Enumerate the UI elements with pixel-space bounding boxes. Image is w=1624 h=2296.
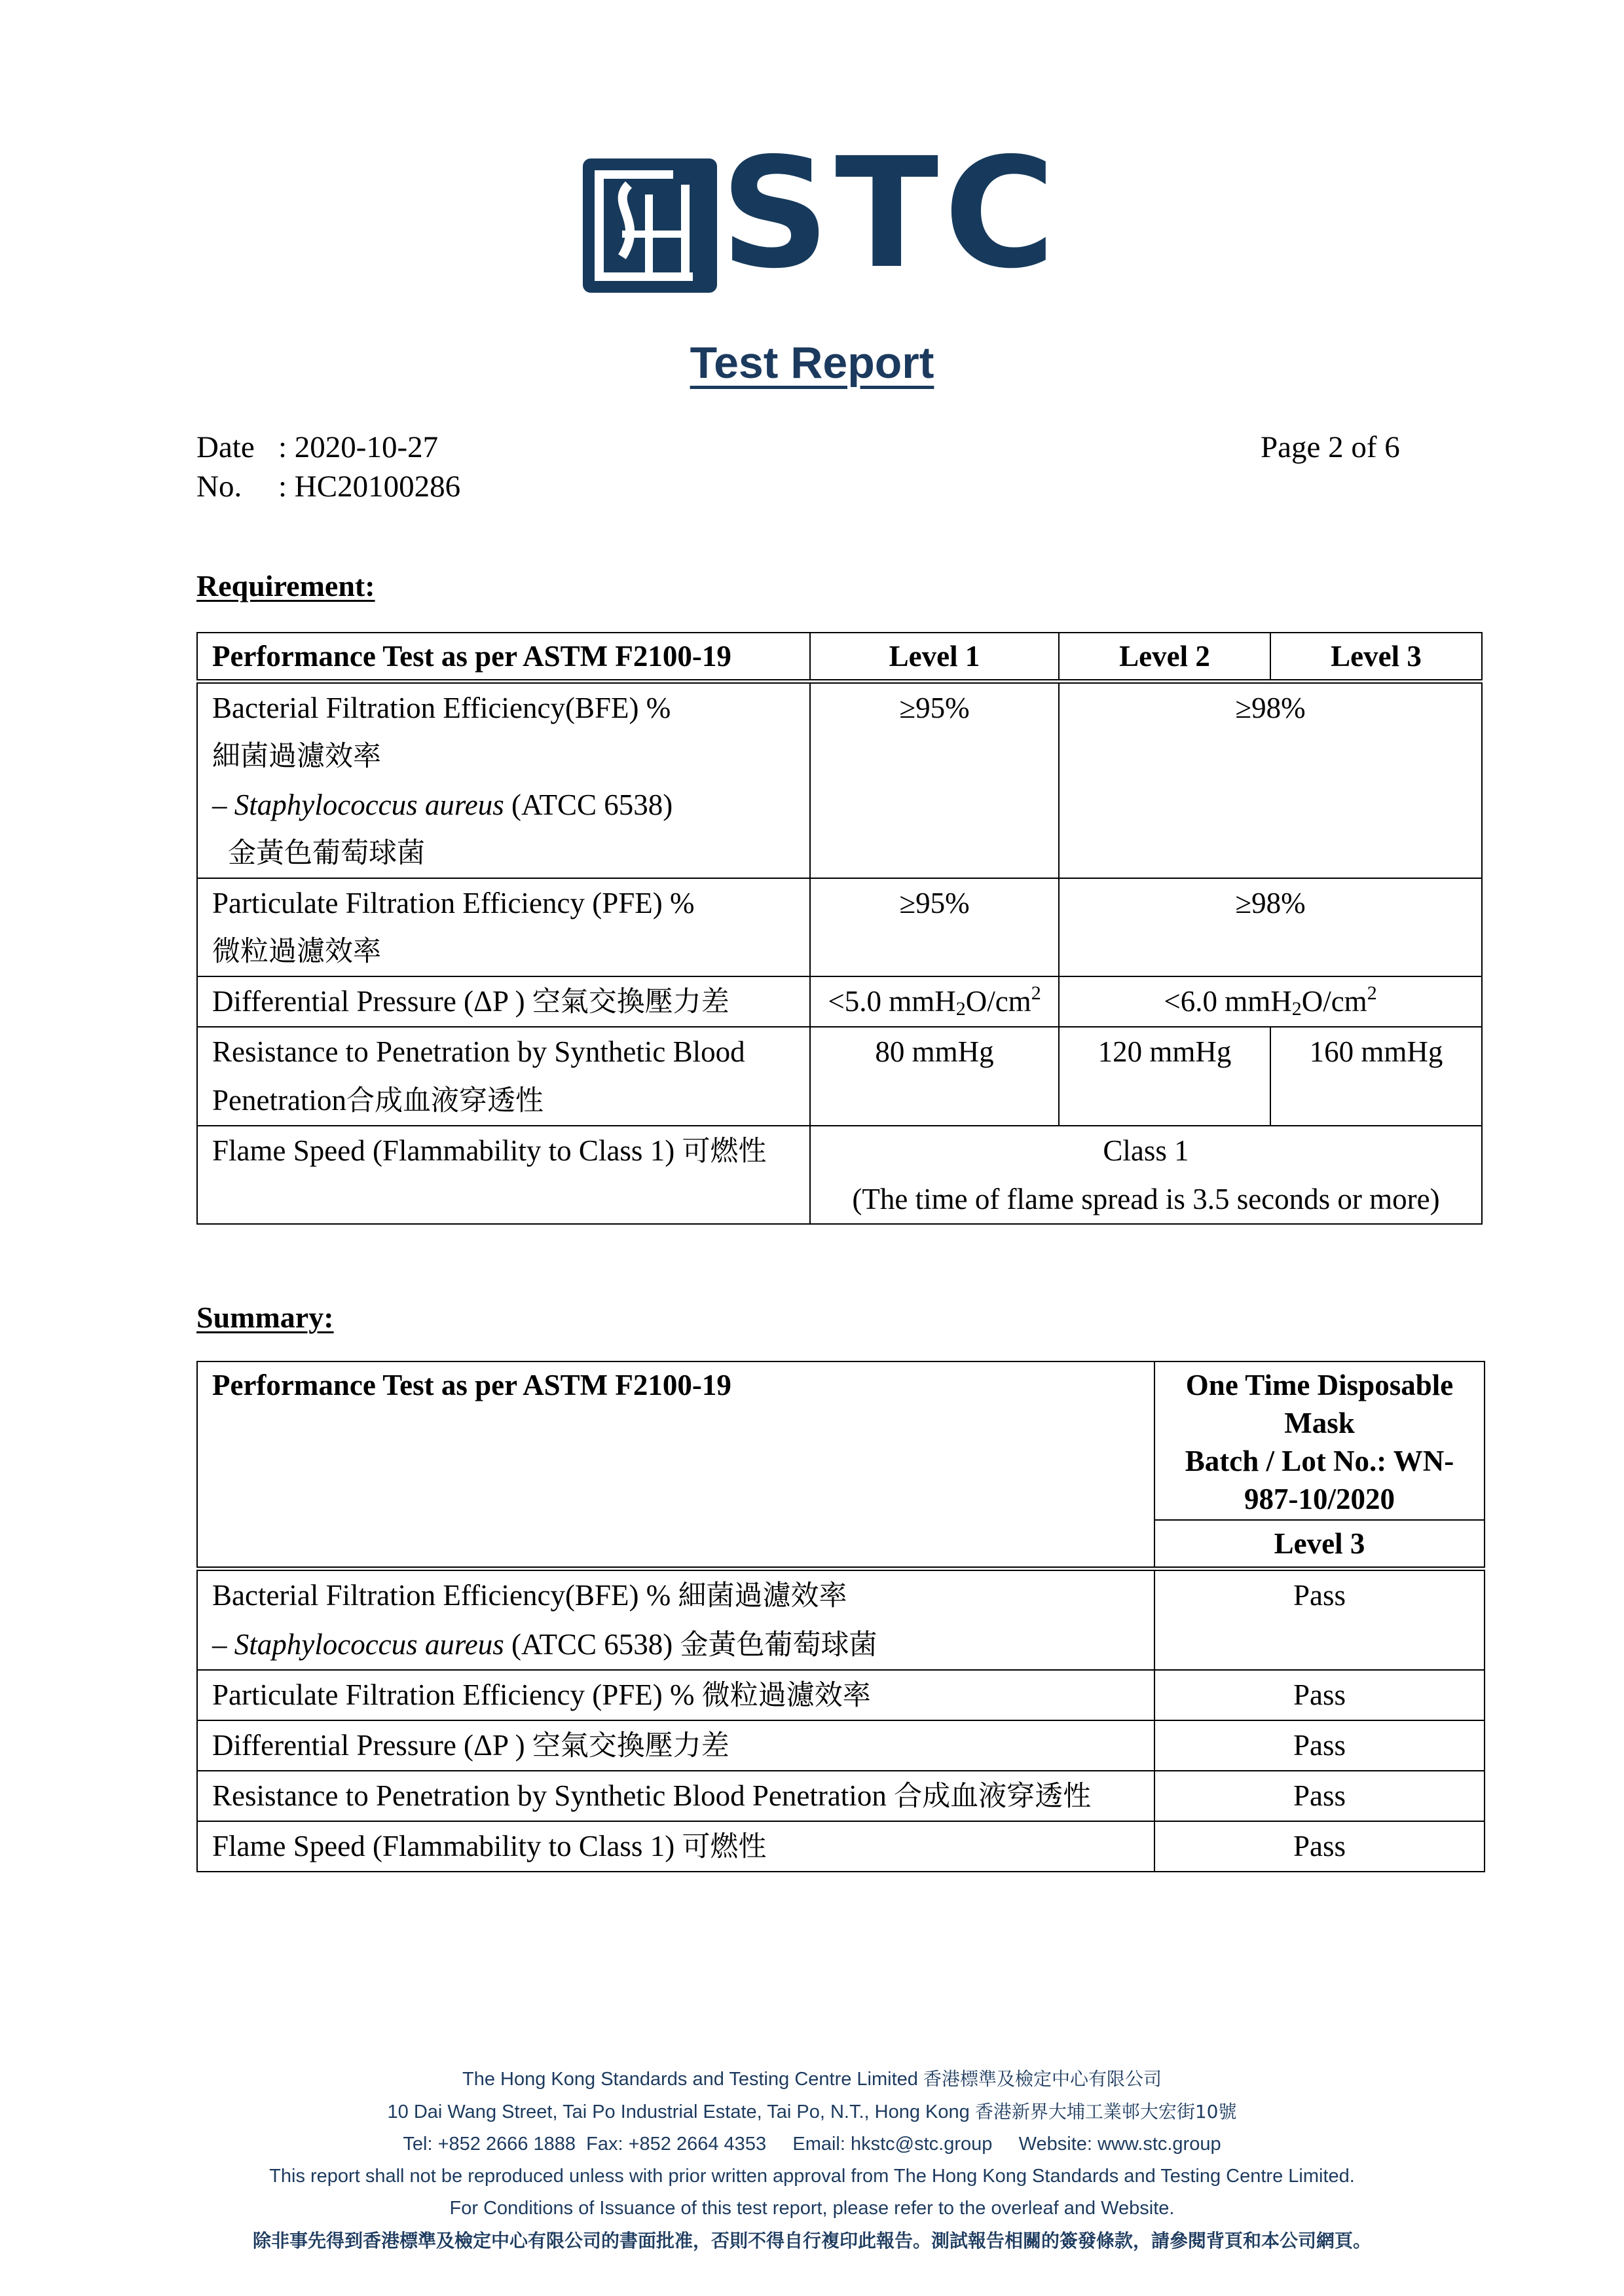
result-value: Pass: [1154, 1670, 1485, 1720]
test-name: [197, 1126, 810, 1224]
value-unit: O/cm: [965, 985, 1031, 1018]
footer-notice: This report shall not be reproduced unless with prior written approval from The Hong Kong Standards and Testing Centre Limited.: [269, 2166, 1355, 2187]
value-level2-3: ≥98%: [1059, 682, 1482, 879]
table-row: [197, 1027, 1482, 1126]
organism-dash: –: [212, 788, 234, 821]
table-row: [197, 976, 1482, 1027]
value-superscript: 2: [1367, 982, 1377, 1004]
value-level1: [810, 976, 1059, 1027]
stc-logo: [583, 125, 1067, 302]
test-name-zh: 合成血液穿透性: [346, 1084, 544, 1117]
test-name-zh: 空氣交換壓力差: [532, 986, 729, 1018]
test-name: [197, 1670, 1154, 1720]
date-label: Date: [196, 430, 255, 464]
result-value: Pass: [1154, 1569, 1485, 1671]
test-name-zh: 細菌過濾效率: [212, 740, 381, 773]
column-header-product: [1154, 1361, 1485, 1520]
test-name-en: Bacterial Filtration Efficiency(BFE) %: [212, 1579, 678, 1612]
batch-number-line: 987-10/2020: [1244, 1483, 1395, 1515]
test-name: [197, 976, 810, 1027]
organism-dash: –: [212, 1628, 234, 1661]
organism-zh: 金黃色葡萄球菌: [228, 837, 425, 870]
test-name: [197, 682, 810, 879]
address-en: 10 Dai Wang Street, Tai Po Industrial Estate, Tai Po, N.T., Hong Kong: [387, 2102, 975, 2122]
footer-company: [0, 2063, 1624, 2096]
test-name-zh: 合成血液穿透性: [894, 1780, 1092, 1813]
report-number: [196, 472, 460, 502]
test-name-en: Bacterial Filtration Efficiency(BFE) %: [212, 692, 671, 724]
result-value: Pass: [1154, 1821, 1485, 1872]
flame-class: Class 1: [1103, 1134, 1189, 1167]
organism-atcc: (ATCC 6538): [504, 788, 673, 821]
batch-number-line: Batch / Lot No.: WN-: [1185, 1445, 1454, 1477]
test-name: [197, 878, 810, 976]
test-name-zh: 微粒過濾效率: [212, 935, 381, 968]
test-name-zh: 可燃性: [682, 1135, 767, 1168]
test-name-en: Flame Speed (Flammability to Class 1): [212, 1134, 682, 1167]
address-zh: 香港新界大埔工業邨大宏街10號: [974, 2101, 1237, 2122]
test-name-en-cont: Penetration: [212, 1084, 346, 1117]
result-value: Pass: [1154, 1771, 1485, 1821]
result-value: Pass: [1154, 1720, 1485, 1771]
table-row: [197, 682, 1482, 879]
value-text: <6.0 mmH: [1164, 985, 1292, 1018]
table-header-row: [197, 1361, 1485, 1520]
value-level1: 80 mmHg: [810, 1027, 1059, 1126]
number-label: No.: [196, 470, 242, 504]
column-header-level2: Level 2: [1059, 633, 1270, 682]
test-name-en: Particulate Filtration Efficiency (PFE) %: [212, 1678, 702, 1711]
column-header-test: Performance Test as per ASTM F2100-19: [197, 633, 810, 682]
test-name-zh: 可燃性: [682, 1830, 767, 1863]
column-header-test: Performance Test as per ASTM F2100-19: [197, 1361, 1154, 1569]
number-value: : HC20100286: [278, 470, 461, 504]
test-name-en: Differential Pressure (ΔP ): [212, 1729, 532, 1762]
test-name-en: Flame Speed (Flammability to Class 1): [212, 1830, 682, 1862]
value-subscript: 2: [955, 998, 966, 1020]
footer-notice: For Conditions of Issuance of this test report, please refer to the overleaf and Website.: [449, 2198, 1175, 2219]
stc-chinese-character-logo: [583, 158, 717, 293]
product-name-line: One Time Disposable: [1185, 1369, 1454, 1401]
page-title: Test Report: [690, 338, 934, 388]
table-header-row: [197, 633, 1482, 682]
table-row: [197, 1821, 1485, 1872]
date-value: : 2020-10-27: [278, 430, 439, 464]
table-row: [197, 1720, 1485, 1771]
organism-atcc: (ATCC 6538): [504, 1628, 680, 1661]
company-name-en: The Hong Kong Standards and Testing Centre Limited: [462, 2069, 923, 2090]
test-organism: [212, 781, 795, 829]
value-all-levels: [810, 1126, 1482, 1224]
table-row: [197, 878, 1482, 976]
summary-table: [196, 1361, 1485, 1872]
stc-logo-text: STC: [720, 125, 1061, 302]
flame-note: (The time of flame spread is 3.5 seconds or more): [852, 1183, 1440, 1215]
test-name-en: Resistance to Penetration by Synthetic Blood Penetration: [212, 1779, 895, 1812]
page-number: Page 2 of 6: [1261, 430, 1400, 464]
test-name: [197, 1771, 1154, 1821]
test-name-en: Particulate Filtration Efficiency (PFE) %: [212, 887, 695, 919]
test-name: [197, 1821, 1154, 1872]
company-name-zh: 香港標準及檢定中心有限公司: [923, 2068, 1162, 2090]
table-row: [197, 1771, 1485, 1821]
value-subscript: 2: [1291, 998, 1302, 1020]
value-level1: ≥95%: [810, 682, 1059, 879]
footer-address: [0, 2096, 1624, 2128]
table-row: [197, 1126, 1482, 1224]
organism-name: Staphylococcus aureus: [234, 788, 504, 821]
summary-heading: Summary:: [196, 1301, 334, 1334]
value-level3: 160 mmHg: [1270, 1027, 1482, 1126]
value-unit: O/cm: [1301, 985, 1367, 1018]
organism-zh: 金黃色葡萄球菌: [680, 1629, 877, 1661]
test-name-zh: 空氣交換壓力差: [532, 1730, 729, 1762]
value-level2: 120 mmHg: [1059, 1027, 1270, 1126]
test-name-en: Resistance to Penetration by Synthetic Blood: [212, 1035, 745, 1068]
page-footer: [0, 2063, 1624, 2257]
test-name: [197, 1569, 1154, 1671]
value-text: <5.0 mmH: [828, 985, 956, 1018]
test-name-zh: 微粒過濾效率: [701, 1679, 871, 1712]
product-name-line: Mask: [1284, 1407, 1355, 1439]
value-superscript: 2: [1031, 982, 1041, 1004]
footer-contact: Tel: +852 2666 1888 Fax: +852 2664 4353 Email: hkstc@stc.group Website: www.stc.group: [403, 2134, 1221, 2155]
report-date: [196, 432, 438, 463]
requirement-heading: Requirement:: [196, 569, 375, 602]
table-row: [197, 1569, 1485, 1671]
column-header-level1: Level 1: [810, 633, 1059, 682]
organism-name: Staphylococcus aureus: [234, 1628, 504, 1661]
table-row: [197, 1670, 1485, 1720]
test-name-zh: 細菌過濾效率: [678, 1580, 847, 1612]
value-level2-3: ≥98%: [1059, 878, 1482, 976]
column-header-level3: Level 3: [1270, 633, 1482, 682]
value-level1: ≥95%: [810, 878, 1059, 976]
test-name: [197, 1027, 810, 1126]
requirement-table: [196, 632, 1483, 1225]
value-level2-3: [1059, 976, 1482, 1027]
column-header-level: Level 3: [1154, 1520, 1485, 1569]
test-name: [197, 1720, 1154, 1771]
footer-notice-zh: 除非事先得到香港標準及檢定中心有限公司的書面批准，否則不得自行複印此報告。測試報告相關的簽發條款，請參閱背頁和本公司網頁。: [252, 2230, 1371, 2251]
test-name-en: Differential Pressure (ΔP ): [212, 985, 532, 1018]
